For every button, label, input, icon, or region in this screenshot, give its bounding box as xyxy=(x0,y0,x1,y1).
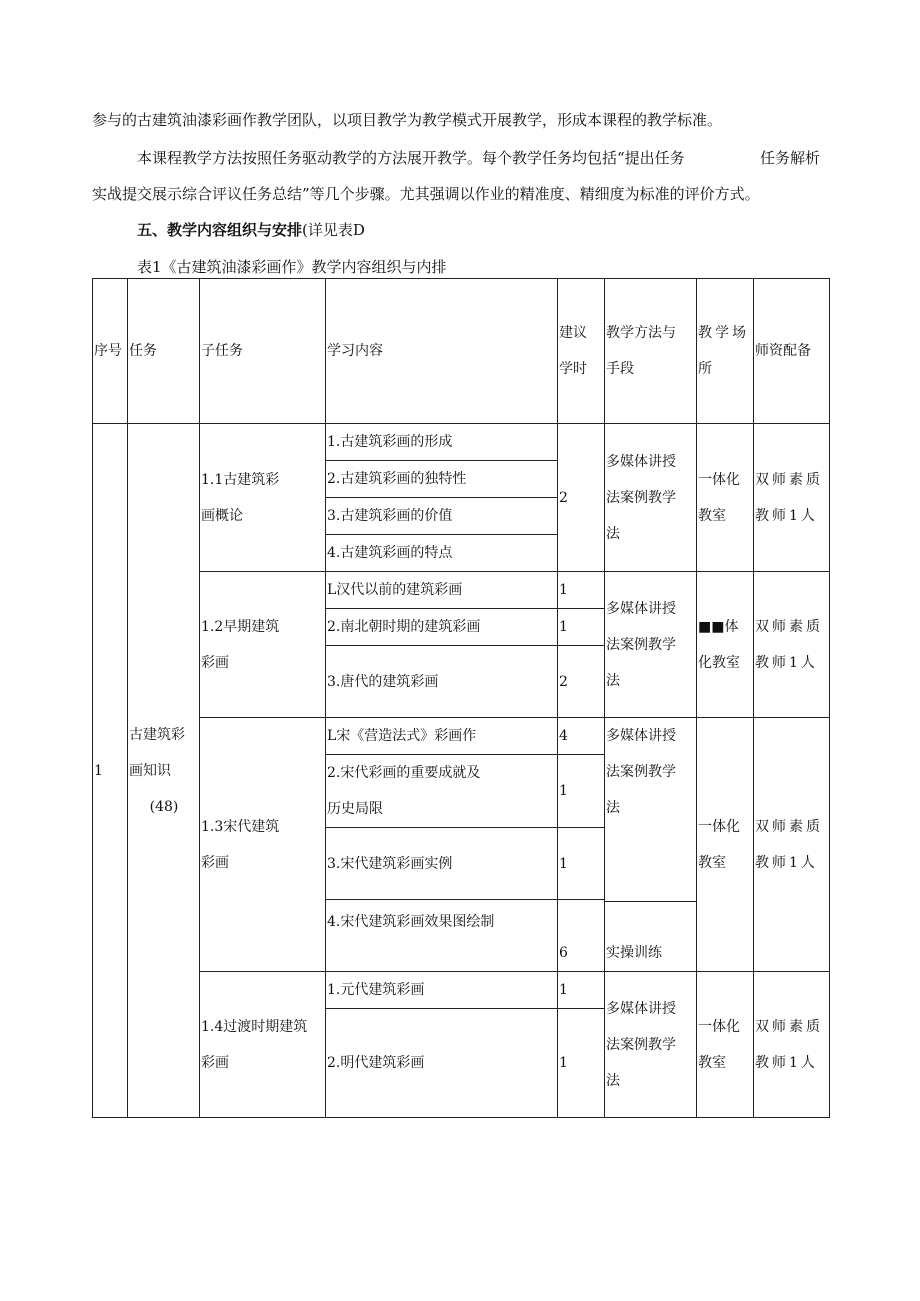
staff-cell xyxy=(754,718,830,972)
paragraph-1: 参与的古建筑油漆彩画作教学团队，以项目教学为教学模式开展教学，形成本课程的教学标准。 xyxy=(92,111,723,129)
subtask-2-line2: 彩画 xyxy=(201,654,229,671)
table-row xyxy=(93,972,830,1009)
staff-cell xyxy=(754,572,830,718)
method-cell xyxy=(605,972,697,1118)
seq-cell: 1 xyxy=(93,424,128,1118)
content-cell: L宋《营造法式》彩画作 xyxy=(326,718,558,755)
content-line: 2.宋代彩画的重要成就及 xyxy=(327,765,481,781)
header-subtask: 子任务 xyxy=(200,279,326,424)
header-place-line1: 教学场 xyxy=(698,325,749,341)
paragraph-3: 实战提交展示综合评议任务总结”等几个步骤。尤其强调以作业的精准度、精细度为标准的评价方式。 xyxy=(92,185,760,203)
hours-cell: 1 xyxy=(558,572,605,609)
method-line: 法 xyxy=(606,525,620,542)
hours-cell: 1 xyxy=(558,755,605,828)
header-task: 任务 xyxy=(128,279,200,424)
subtask-3-line1: 1.3宋代建筑 xyxy=(201,818,280,835)
staff-line: 双师素质 xyxy=(755,1018,823,1035)
method-line: 法 xyxy=(606,672,620,689)
method-cell xyxy=(605,718,697,902)
hours-cell: 6 xyxy=(558,900,605,972)
staff-line: 双师素质 xyxy=(755,471,823,488)
header-place-line2: 所 xyxy=(698,361,712,377)
staff-line: 双师素质 xyxy=(755,818,823,835)
header-hours-line2: 学时 xyxy=(559,361,587,377)
content-cell: 2.古建筑彩画的独特性 xyxy=(326,461,558,498)
subtask-2-line1: 1.2早期建筑 xyxy=(201,618,280,635)
staff-line: 教师1人 xyxy=(755,654,818,671)
place-cell xyxy=(697,718,754,972)
staff-cell xyxy=(754,972,830,1118)
header-content: 学习内容 xyxy=(326,279,558,424)
content-cell: 1.古建筑彩画的形成 xyxy=(326,424,558,461)
hours-cell: 2 xyxy=(558,646,605,718)
header-seq: 序号 xyxy=(93,279,128,424)
place-line: ■■体 xyxy=(698,618,739,635)
subtask-3-line2: 彩画 xyxy=(201,854,229,871)
task-cell xyxy=(128,424,200,1118)
subtask-cell-3 xyxy=(200,718,326,972)
table-caption: 表1《古建筑油漆彩画作》教学内容组织与内排 xyxy=(137,258,447,276)
method-cell xyxy=(605,572,697,718)
subtask-1-line2: 画概论 xyxy=(201,507,243,524)
content-cell: 4.宋代建筑彩画效果图绘制 xyxy=(326,900,558,972)
method-line: 法案例教学 xyxy=(606,489,676,506)
content-cell: 3.古建筑彩画的价值 xyxy=(326,498,558,535)
content-cell xyxy=(326,755,558,828)
hours-cell: 2 xyxy=(558,424,605,572)
method-line: 多媒体讲授 xyxy=(606,728,676,744)
task-line1: 古建筑彩 xyxy=(129,726,185,743)
paragraph-2-part-b: 任务解析 xyxy=(760,149,821,167)
staff-cell xyxy=(754,424,830,572)
subtask-1-line1: 1.1古建筑彩 xyxy=(201,471,280,488)
place-line: 一体化 xyxy=(698,471,740,488)
header-method xyxy=(605,279,697,424)
subtask-4-line2: 彩画 xyxy=(201,1054,229,1071)
hours-cell: 1 xyxy=(558,828,605,900)
method-cell xyxy=(605,424,697,572)
subtask-cell-4 xyxy=(200,972,326,1118)
header-hours-line1: 建议 xyxy=(559,325,587,341)
method-line: 多媒体讲授 xyxy=(606,600,676,617)
content-cell: 3.唐代的建筑彩画 xyxy=(326,646,558,718)
place-line: 一体化 xyxy=(698,1018,740,1035)
section-heading-suffix: (详见表D xyxy=(302,221,365,239)
method-line: 法案例教学 xyxy=(606,636,676,653)
content-line: 历史局限 xyxy=(327,801,383,817)
subtask-cell-1 xyxy=(200,424,326,572)
subtask-cell-2 xyxy=(200,572,326,718)
table-row xyxy=(93,572,830,609)
place-cell xyxy=(697,572,754,718)
place-line: 教室 xyxy=(698,507,726,524)
hours-cell: 1 xyxy=(558,972,605,1009)
header-method-line1: 教学方法与 xyxy=(606,325,676,341)
table-row xyxy=(93,718,830,755)
hours-cell: 1 xyxy=(558,609,605,646)
hours-cell: 1 xyxy=(558,1009,605,1118)
header-hours xyxy=(558,279,605,424)
header-method-line2: 手段 xyxy=(606,361,634,377)
header-staff: 师资配备 xyxy=(754,279,830,424)
section-heading-text: 五、教学内容组织与安排 xyxy=(137,221,303,239)
header-place xyxy=(697,279,754,424)
method-practice-cell: 实操训练 xyxy=(605,902,697,972)
place-cell xyxy=(697,424,754,572)
place-line: 一体化 xyxy=(698,818,740,835)
table-header-row xyxy=(93,279,830,424)
content-cell: 2.明代建筑彩画 xyxy=(326,1009,558,1118)
method-line: 法 xyxy=(606,800,620,816)
place-line: 教室 xyxy=(698,854,726,871)
method-line: 多媒体讲授 xyxy=(606,453,676,470)
method-line: 法 xyxy=(606,1072,620,1089)
method-line: 法案例教学 xyxy=(606,1036,676,1053)
content-cell: 1.元代建筑彩画 xyxy=(326,972,558,1009)
place-line: 化教室 xyxy=(698,654,740,671)
section-heading xyxy=(137,220,365,240)
staff-line: 教师1人 xyxy=(755,1054,818,1071)
paragraph-2-part-a: 本课程教学方法按照任务驱动教学的方法展开教学。每个教学任务均包括“提出任务 xyxy=(137,149,685,167)
hours-cell: 4 xyxy=(558,718,605,755)
subtask-4-line1: 1.4过渡时期建筑 xyxy=(201,1018,308,1035)
content-cell: 3.宋代建筑彩画实例 xyxy=(326,828,558,900)
method-line: 多媒体讲授 xyxy=(606,1000,676,1017)
place-cell xyxy=(697,972,754,1118)
task-line3: (48) xyxy=(149,798,179,815)
staff-line: 双师素质 xyxy=(755,618,823,635)
content-cell: 2.南北朝时期的建筑彩画 xyxy=(326,609,558,646)
table-row xyxy=(93,424,830,461)
place-line: 教室 xyxy=(698,1054,726,1071)
content-cell: 4.古建筑彩画的特点 xyxy=(326,535,558,572)
content-cell: L汉代以前的建筑彩画 xyxy=(326,572,558,609)
teaching-content-table xyxy=(92,278,830,1118)
staff-line: 教师1人 xyxy=(755,507,818,524)
method-line: 法案例教学 xyxy=(606,764,676,780)
staff-line: 教师1人 xyxy=(755,854,818,871)
task-line2: 画知识 xyxy=(129,762,171,779)
